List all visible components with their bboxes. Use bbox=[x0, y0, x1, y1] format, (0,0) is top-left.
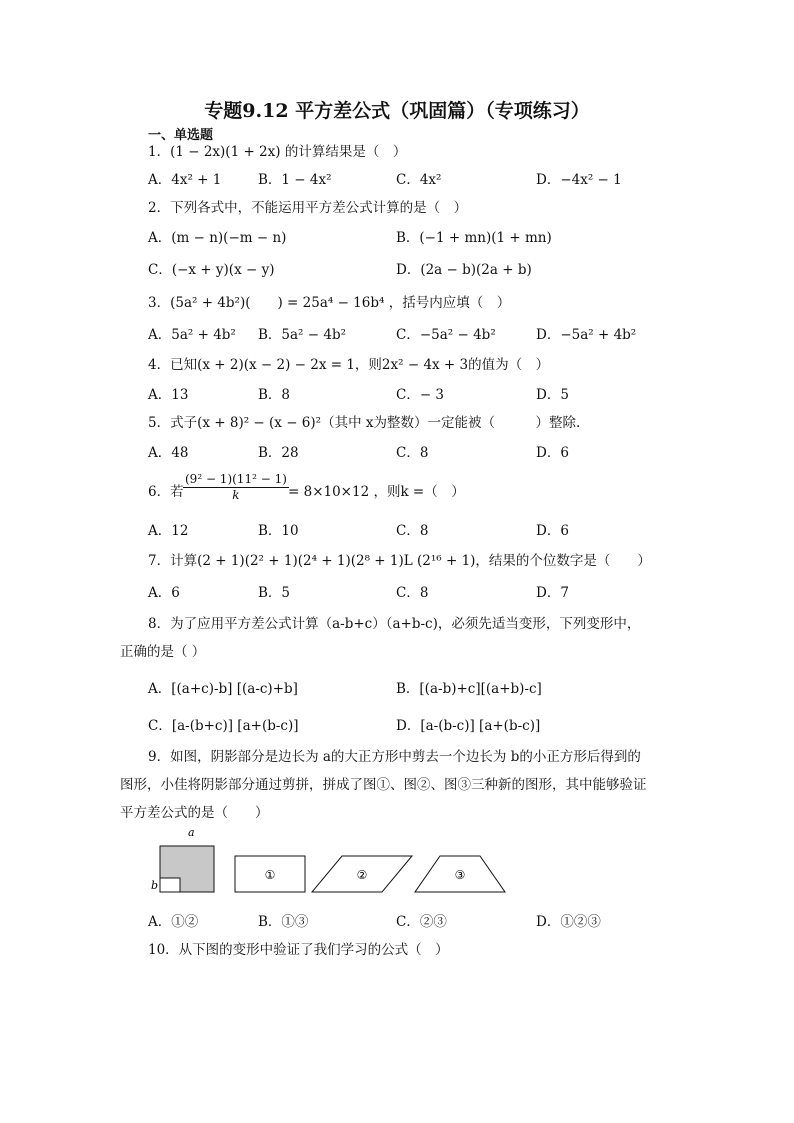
q9-option-a: A．①② bbox=[148, 914, 199, 930]
q6-option-a: A．12 bbox=[148, 523, 189, 539]
q5-option-a: A．48 bbox=[148, 445, 189, 461]
q4-option-a: A．13 bbox=[148, 387, 189, 403]
question-6-prefix: 6．若 bbox=[148, 484, 184, 500]
label-b: b bbox=[151, 879, 159, 892]
question-9-figure bbox=[150, 828, 510, 896]
question-3-stem: 3．(5a² + 4b²)( ) = 25a⁴ − 16b⁴ ，括号内应填（ ） bbox=[148, 295, 511, 311]
q4-option-b: B．8 bbox=[258, 387, 291, 403]
q1-option-a: A．4x² + 1 bbox=[148, 172, 222, 188]
question-4-stem: 4．已知(x + 2)(x − 2) − 2x = 1，则2x² − 4x + 3的值为（ ） bbox=[148, 357, 550, 373]
fraction-numerator: (9² − 1)(11² − 1) bbox=[185, 472, 287, 486]
q8-option-b: B．[(a-b)+c][(a+b)-c] bbox=[396, 681, 542, 697]
q6-option-d: D．6 bbox=[536, 523, 569, 539]
q5-option-c: C．8 bbox=[396, 445, 429, 461]
question-6-suffix: = 8×10×12 ，则k =（ ） bbox=[288, 484, 465, 500]
q1-option-b: B．1 − 4x² bbox=[258, 172, 332, 188]
label-a: a bbox=[188, 828, 195, 839]
q6-option-b: B．10 bbox=[258, 523, 299, 539]
question-7-stem: 7．计算(2 + 1)(2² + 1)(2⁴ + 1)(2⁸ + 1)L (2¹⁶ + 1)，结果的个位数字是（ ） bbox=[148, 553, 651, 569]
q7-option-c: C．8 bbox=[396, 585, 429, 601]
figure-3-label: ③ bbox=[454, 868, 466, 882]
q7-option-b: B．5 bbox=[258, 585, 291, 601]
q2-option-b: B．(−1 + mn)(1 + mn) bbox=[396, 230, 552, 246]
q1-option-c: C．4x² bbox=[396, 172, 442, 188]
q9-option-c: C．②③ bbox=[396, 914, 447, 930]
q7-option-d: D．7 bbox=[536, 585, 569, 601]
question-10-stem: 10．从下图的变形中验证了我们学习的公式（ ） bbox=[148, 942, 449, 958]
q3-option-d: D．−5a² + 4b² bbox=[536, 327, 637, 343]
question-9-stem: 9．如图，阴影部分是边长为 a的大正方形中剪去一个边长为 b的小正方形后得到的图形，小佳将阴影部分通过剪拼，拼成了图①、图②、图③三种新的图形，其中能够验证平方差公式的是（ ） bbox=[120, 749, 647, 821]
q4-option-d: D．5 bbox=[536, 387, 569, 403]
section-heading: 一、单选题 bbox=[148, 128, 214, 143]
question-2-stem: 2．下列各式中，不能运用平方差公式计算的是（ ） bbox=[148, 200, 468, 216]
q1-option-d: D．−4x² − 1 bbox=[536, 172, 622, 188]
q8-option-c: C．[a-(b+c)] [a+(b-c)] bbox=[148, 718, 299, 734]
q9-option-b: B．①③ bbox=[258, 914, 309, 930]
q6-option-c: C．8 bbox=[396, 523, 429, 539]
page-title: 专题9.12 平方差公式（巩固篇）（专项练习） bbox=[204, 100, 590, 122]
q3-option-a: A．5a² + 4b² bbox=[148, 327, 236, 343]
q2-option-a: A．(m − n)(−m − n) bbox=[148, 230, 287, 246]
small-square-cutout bbox=[160, 878, 180, 892]
question-1-stem: 1．(1 − 2x)(1 + 2x) 的计算结果是（ ） bbox=[148, 144, 407, 160]
q9-option-d: D．①②③ bbox=[536, 914, 601, 930]
fraction-denominator: k bbox=[232, 488, 240, 502]
figure-2-label: ② bbox=[356, 868, 368, 882]
q5-option-d: D．6 bbox=[536, 445, 569, 461]
figure-1-label: ① bbox=[264, 868, 276, 882]
q8-option-a: A．[(a+c)-b] [(a-c)+b] bbox=[148, 681, 298, 697]
question-5-stem: 5．式子(x + 8)² − (x − 6)²（其中 x为整数）一定能被（ ）整除. bbox=[148, 415, 581, 431]
q2-option-d: D．(2a − b)(2a + b) bbox=[396, 262, 532, 278]
question-8-stem: 8．为了应用平方差公式计算（a-b+c）（a+b-c)，必须先适当变形，下列变形中，正确的是（ ） bbox=[120, 616, 641, 660]
q8-option-d: D．[a-(b-c)] [a+(b-c)] bbox=[396, 718, 541, 734]
q2-option-c: C．(−x + y)(x − y) bbox=[148, 262, 275, 278]
q4-option-c: C．− 3 bbox=[396, 387, 445, 403]
q3-option-b: B．5a² − 4b² bbox=[258, 327, 347, 343]
q5-option-b: B．28 bbox=[258, 445, 299, 461]
q3-option-c: C．−5a² − 4b² bbox=[396, 327, 496, 343]
q7-option-a: A．6 bbox=[148, 585, 180, 601]
question-6-fraction bbox=[183, 472, 289, 502]
